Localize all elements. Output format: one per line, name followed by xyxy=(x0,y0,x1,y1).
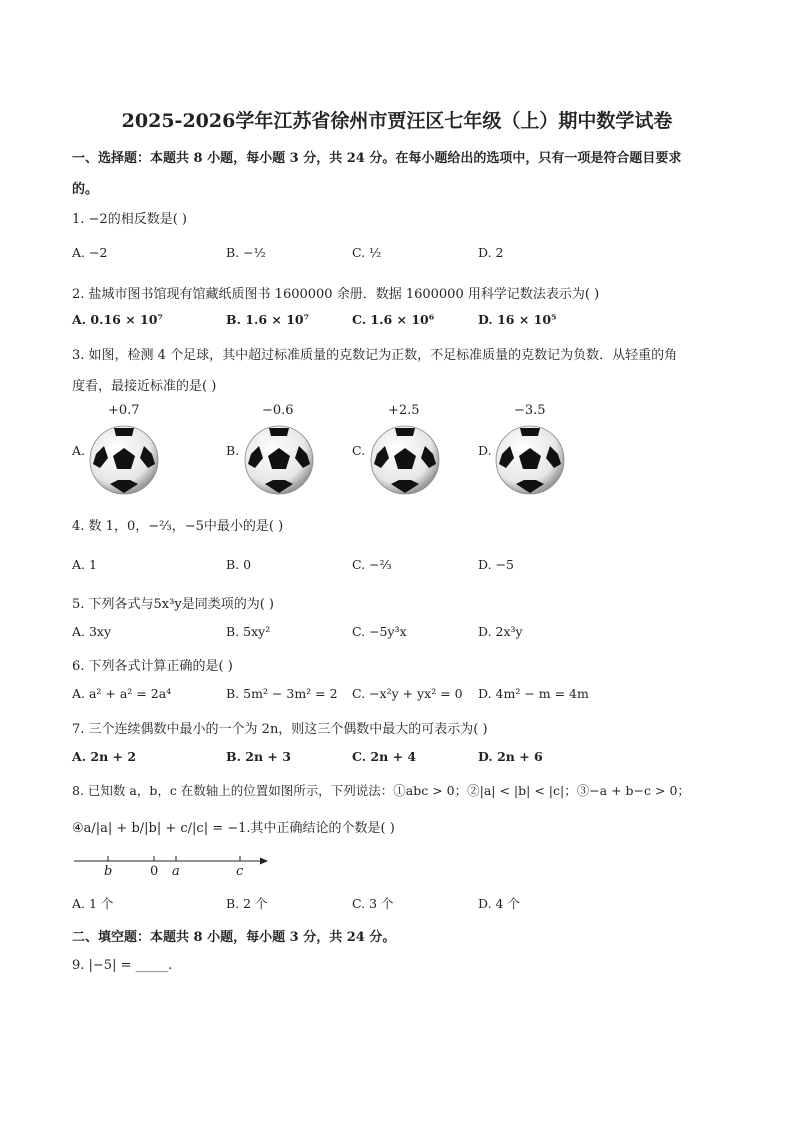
q1-option-d: D. 2 xyxy=(478,245,504,260)
q8-option-b: B. 2 个 xyxy=(226,896,268,911)
q2-option-c: C. 1.6 × 10⁶ xyxy=(352,312,435,327)
q3-option-a: A. xyxy=(72,443,86,458)
q5-option-b: B. 5xy² xyxy=(226,624,271,639)
soccer-ball-icon-b xyxy=(243,424,315,496)
q8-option-c: C. 3 个 xyxy=(352,896,394,911)
q3-option-b: B. xyxy=(226,443,240,458)
q7-option-b: B. 2n + 3 xyxy=(226,749,291,764)
q2-option-b: B. 1.6 × 10⁷ xyxy=(226,312,310,327)
q5-stem: 5. 下列各式与5x³y是同类项的为( ) xyxy=(72,597,274,612)
q7-option-c: C. 2n + 4 xyxy=(352,749,417,764)
ball-a-label: +0.7 xyxy=(108,403,140,418)
q8-stem-line1: 8. 已知数 a，b，c 在数轴上的位置如图所示，下列说法：①abc > 0；②|a| < |b| < |c|；③−a + b−c > 0； xyxy=(72,783,690,798)
section2-heading: 二、填空题：本题共 8 小题，每小题 3 分，共 24 分。 xyxy=(72,930,396,945)
q2-option-a: A. 0.16 × 10⁷ xyxy=(72,312,163,327)
q4-option-c: C. −⅔ xyxy=(352,557,392,572)
q5-option-d: D. 2x³y xyxy=(478,624,523,639)
axis-label-zero: 0 xyxy=(150,864,159,879)
q5-option-a: A. 3xy xyxy=(72,624,112,639)
soccer-ball-icon-c xyxy=(369,424,441,496)
q3-option-d: D. xyxy=(478,443,492,458)
section1-heading-cont: 的。 xyxy=(72,182,99,197)
ball-b-label: −0.6 xyxy=(262,403,294,418)
q1-option-b: B. −½ xyxy=(226,245,266,260)
q6-option-d: D. 4m² − m = 4m xyxy=(478,686,589,701)
soccer-ball-icon-a xyxy=(88,424,160,496)
q4-stem: 4. 数 1，0，−⅔，−5中最小的是( ) xyxy=(72,519,284,534)
q7-stem: 7. 三个连续偶数中最小的一个为 2n，则这三个偶数中最大的可表示为( ) xyxy=(72,722,488,737)
page-title: 2025-2026学年江苏省徐州市贾汪区七年级（上）期中数学试卷 xyxy=(121,110,673,132)
q5-option-c: C. −5y³x xyxy=(352,624,407,639)
q9-stem: 9. |−5| = _____. xyxy=(72,958,173,973)
soccer-ball-icon-d xyxy=(494,424,566,496)
axis-label-a: a xyxy=(172,864,180,879)
q4-option-b: B. 0 xyxy=(226,557,252,572)
q3-option-c: C. xyxy=(352,443,366,458)
ball-d-label: −3.5 xyxy=(514,403,546,418)
q6-option-b: B. 5m² − 3m² = 2 xyxy=(226,686,338,701)
q7-option-a: A. 2n + 2 xyxy=(72,749,137,764)
q6-option-c: C. −x²y + yx² = 0 xyxy=(352,686,463,701)
q3-stem-line2: 度看，最接近标准的是( ) xyxy=(72,379,217,394)
q6-stem: 6. 下列各式计算正确的是( ) xyxy=(72,659,233,674)
q7-option-d: D. 2n + 6 xyxy=(478,749,543,764)
q8-stem-line2: ④a/|a| + b/|b| + c/|c| = −1.其中正确结论的个数是( ) xyxy=(72,821,395,836)
q3-stem-line1: 3. 如图，检测 4 个足球，其中超过标准质量的克数记为正数，不足标准质量的克数记为负数．从轻重的角 xyxy=(72,348,678,363)
q2-option-d: D. 16 × 10⁵ xyxy=(478,312,557,327)
ball-c-label: +2.5 xyxy=(388,403,420,418)
q1-stem: 1. −2的相反数是( ) xyxy=(72,212,187,227)
q8-option-d: D. 4 个 xyxy=(478,896,520,911)
section1-heading: 一、选择题：本题共 8 小题，每小题 3 分，共 24 分。在每小题给出的选项中，只有一项是符合题目要求 xyxy=(72,151,682,166)
q1-option-c: C. ½ xyxy=(352,245,382,260)
q4-option-d: D. −5 xyxy=(478,557,514,572)
axis-label-c: c xyxy=(236,864,244,879)
q2-stem: 2. 盐城市图书馆现有馆藏纸质图书 1600000 余册．数据 1600000 用科学记数法表示为( ) xyxy=(72,287,600,302)
axis-label-b: b xyxy=(104,864,113,879)
q4-option-a: A. 1 xyxy=(72,557,97,572)
q6-option-a: A. a² + a² = 2a⁴ xyxy=(72,686,172,701)
q8-option-a: A. 1 个 xyxy=(72,896,114,911)
q1-option-a: A. −2 xyxy=(72,245,108,260)
